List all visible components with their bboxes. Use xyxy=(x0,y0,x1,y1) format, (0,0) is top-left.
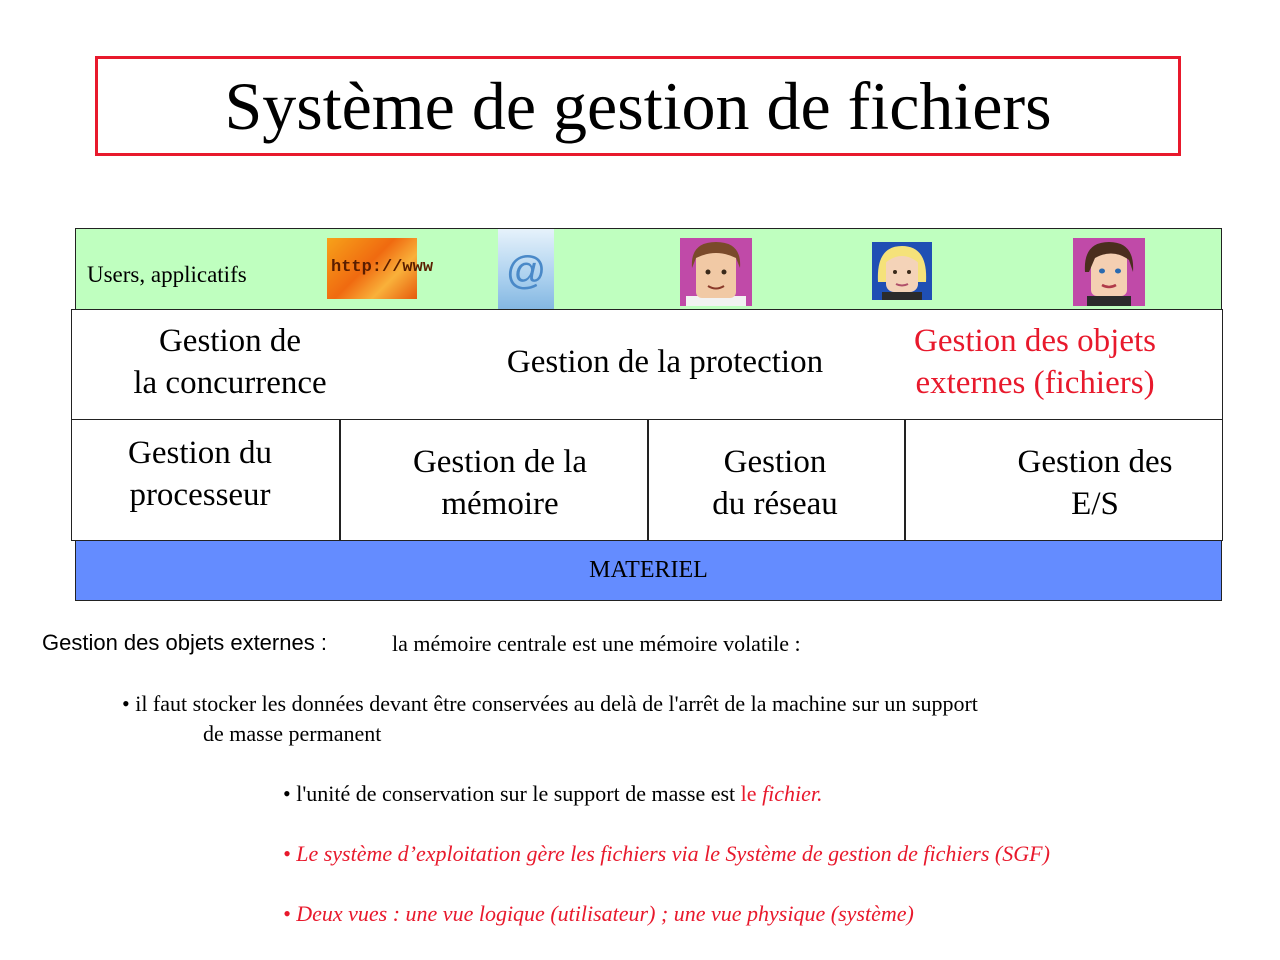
cell-concurrence-line1: Gestion de xyxy=(158,323,302,359)
page-title: Système de gestion de fichiers xyxy=(224,68,1052,144)
cell-processeur xyxy=(80,432,320,516)
bullet-2 xyxy=(283,781,823,807)
cell-objets-externes-line2: externes (fichiers) xyxy=(915,365,1155,401)
cell-reseau-line1: Gestion xyxy=(723,444,827,480)
bullet-4: • Deux vues : une vue logique (utilisateur) ; une vue physique (système) xyxy=(283,901,914,926)
cell-memoire-line1: Gestion de la xyxy=(412,444,588,480)
cell-objets-externes-line1: Gestion des objets xyxy=(914,323,1156,359)
user-avatar-icon xyxy=(1073,238,1145,306)
cell-reseau-line2: du réseau xyxy=(712,486,838,522)
divider xyxy=(904,419,906,541)
users-band xyxy=(75,228,1222,310)
cell-protection: Gestion de la protection xyxy=(506,344,824,380)
intro-text: la mémoire centrale est une mémoire volatile : xyxy=(392,631,801,656)
cell-concurrence xyxy=(100,320,360,404)
divider xyxy=(339,419,341,541)
cell-concurrence-line2: la concurrence xyxy=(133,365,327,401)
divider xyxy=(647,419,649,541)
email-at-icon xyxy=(498,229,554,313)
cell-es-line2: E/S xyxy=(1071,486,1119,522)
cell-reseau xyxy=(660,441,890,525)
cell-objets-externes xyxy=(890,320,1180,404)
cell-memoire-line2: mémoire xyxy=(441,486,559,522)
title-box xyxy=(95,56,1181,156)
bullet-2-le: le xyxy=(740,781,763,806)
section-heading: Gestion des objets externes : xyxy=(42,630,327,655)
cell-processeur-line2: processeur xyxy=(129,477,271,513)
bullet-2-text: • l'unité de conservation sur le support de masse est xyxy=(283,781,741,806)
user-avatar-icon xyxy=(872,242,932,300)
web-browser-icon xyxy=(327,238,434,299)
user-avatar-icon xyxy=(680,238,752,306)
users-label: Users, applicatifs xyxy=(87,262,247,287)
bullet-2-fichier: fichier. xyxy=(762,781,823,806)
cell-es xyxy=(985,441,1205,525)
cell-memoire xyxy=(360,441,640,525)
bullet-1-line-2: de masse permanent xyxy=(203,721,382,746)
http-text: http://www xyxy=(331,258,434,277)
cell-es-line1: Gestion des xyxy=(1017,444,1173,480)
at-symbol: @ xyxy=(505,248,547,293)
materiel-band: MATERIEL xyxy=(75,540,1222,601)
bullet-3: • Le système d’exploitation gère les fichiers via le Système de gestion de fichiers (SGF) xyxy=(283,841,1050,866)
cell-processeur-line1: Gestion du xyxy=(128,435,272,471)
bullet-1-line-1: • il faut stocker les données devant être conservées au delà de l'arrêt de la machine sur un support xyxy=(122,691,978,716)
